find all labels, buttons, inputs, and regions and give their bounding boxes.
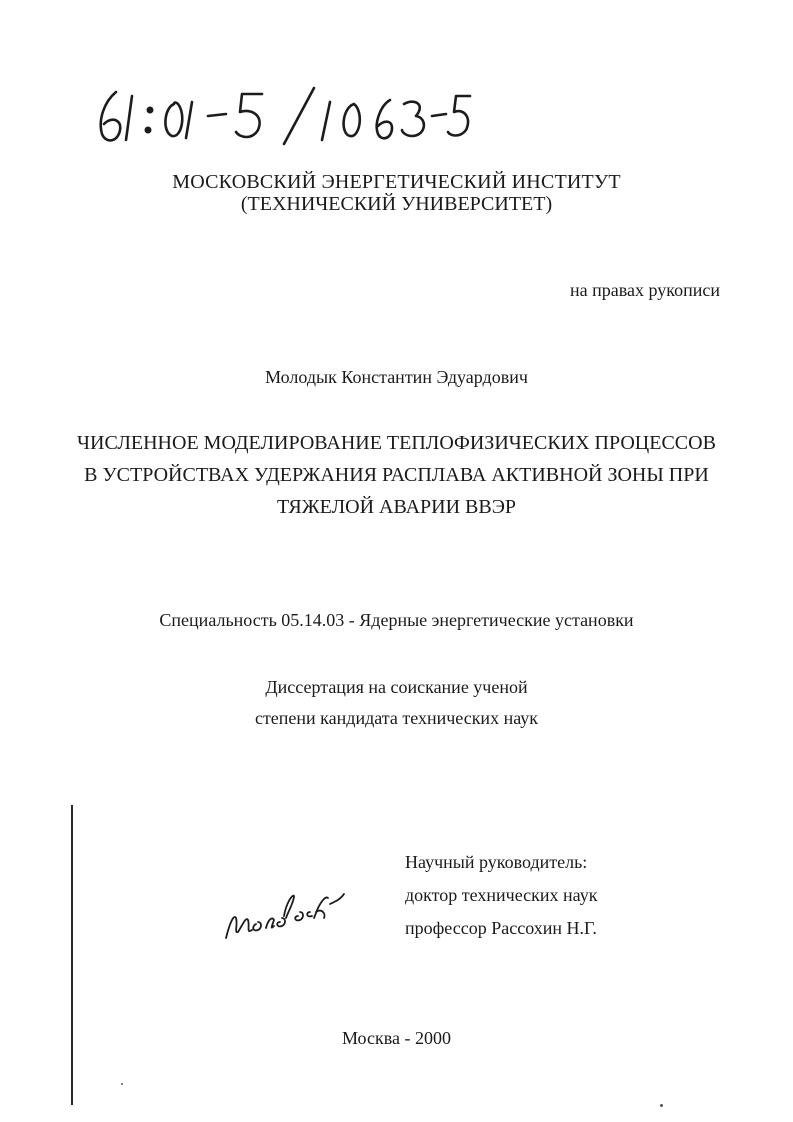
manuscript-note: на правах рукописи: [570, 280, 720, 300]
scan-edge-line: [71, 805, 73, 1105]
institute-name: МОСКОВСКИЙ ЭНЕРГЕТИЧЕСКИЙ ИНСТИТУТ: [172, 171, 621, 193]
author-name: Молодык Константин Эдуардович: [265, 367, 528, 387]
supervisor-name: профессор Рассохин Н.Г.: [405, 918, 597, 938]
scan-speck: [121, 1083, 123, 1085]
scan-speck: [660, 1104, 663, 1107]
supervisor-degree: доктор технических наук: [405, 885, 598, 905]
supervisor-block: [405, 846, 598, 945]
specialty: Специальность 05.14.03 - Ядерные энергетические установки: [159, 610, 634, 630]
title-line: В УСТРОЙСТВАХ УДЕРЖАНИЯ РАСПЛАВА АКТИВНОЙ ЗОНЫ ПРИ: [84, 464, 709, 486]
institute-subtitle: (ТЕХНИЧЕСКИЙ УНИВЕРСИТЕТ): [240, 193, 553, 215]
supervisor-heading: Научный руководитель:: [405, 852, 588, 872]
title-line: ЧИСЛЕННОЕ МОДЕЛИРОВАНИЕ ТЕПЛОФИЗИЧЕСКИХ ПРОЦЕССОВ: [77, 432, 716, 454]
city-year: Москва - 2000: [342, 1028, 451, 1048]
dissertation-title: [0, 427, 793, 523]
degree-statement-line: Диссертация на соискание ученой: [265, 677, 528, 697]
title-line: ТЯЖЕЛОЙ АВАРИИ ВВЭР: [276, 496, 517, 518]
handwritten-archive-code: [92, 80, 472, 150]
author-signature: [222, 878, 352, 946]
degree-statement-line: степени кандидата технических наук: [254, 708, 539, 728]
